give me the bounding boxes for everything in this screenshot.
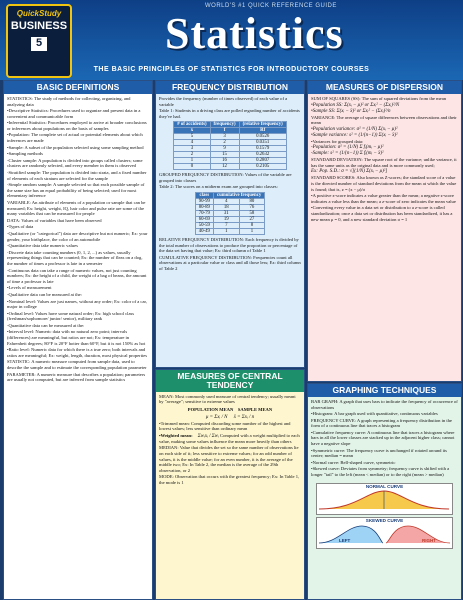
table-cell: 76	[239, 205, 265, 211]
relative-text: RELATIVE FREQUENCY DISTRIBUTION: Each frequency is divided by the total number of observations to produce the proportion or percentage of the data set having that value; Ex: third column of Table 1	[159, 237, 299, 254]
definition-item: DATA: Values of variables that have been observed	[7, 217, 102, 223]
mean-formulas	[159, 415, 301, 420]
table-cell: 70-79	[195, 211, 213, 217]
definition-item: VARIABLE: An attribute of elements of a population or sample that can be measured; Ex: height, weight, IQ, hair color and pulse rate are some of the many variables that can be measured for people	[7, 200, 146, 217]
graphing-heading: GRAPHING TECHNIQUES	[308, 384, 461, 397]
definition-item: •Interval level: Numeric data with no natural zero point; intervals (differences) are meaningful, but ratios are not; Ex: temperature in Fahrenheit degrees; 80°F is 20°F hotter than 60°F, but it is not 150% as hot	[7, 329, 146, 346]
graphing-item: •Histogram: A bar graph used with quantitative, continuous variables	[311, 411, 438, 417]
z-point: •Converting every value in a data set or distribution to a z-score is called standardization; once a data set or distribution has been standardized, it has a new mean μ = 0, and a new standard deviation σ = 1	[311, 205, 453, 222]
definition-item: •Ratio level: Numeric data for which there is a true zero; both intervals and ratios are meaningful; Ex: weight, length, duration, most physical properties	[7, 347, 148, 358]
definition-item: -Quantitative data take numeric values	[7, 243, 78, 249]
table-cell: 9	[210, 146, 239, 152]
table1-header: frequency)	[210, 122, 239, 128]
normal-curve-svg	[317, 489, 452, 511]
definition-item: •Sampling methods	[7, 151, 43, 157]
mean-text: MEAN: Most commonly used measure of central tendency; usually meant by "average"; sensitive to extreme values	[159, 393, 296, 405]
central-tendency-body	[156, 392, 304, 489]
right-label: RIGHT	[422, 537, 436, 543]
weighted-row	[159, 433, 301, 445]
definition-item: •Levels of measurement	[7, 285, 52, 291]
sd-example: Ex: Pop. S.D.: σ = √[(1/N) Σ(xᵢ − μ)²]	[311, 169, 388, 175]
left-label: LEFT	[339, 537, 351, 543]
page-subtitle: THE BASIC PRINCIPLES OF STATISTICS FOR INTRODUCTORY COURSES	[93, 66, 370, 73]
table2-caption: Table 2: The scores on a midterm exam are grouped into classes:	[159, 184, 278, 190]
table-cell: 0.2807	[239, 158, 286, 164]
table-cell: 4	[213, 199, 239, 205]
graphing-item: •Symmetric curve: The frequency curve is unchanged if rotated around its center; median = mean	[311, 447, 447, 459]
table2-header: cumulative frequency	[213, 193, 264, 199]
pop-mean-label: POPULATION MEAN	[187, 407, 234, 413]
table1-header: (relative frequency)	[239, 122, 286, 128]
table-cell: 0.0526	[239, 134, 286, 140]
table-cell: 80	[239, 199, 265, 205]
table-cell: 0	[174, 164, 210, 170]
definition-item: -Discrete data take counting numbers (0, 1, 2, ...) as values, usually representing things that can be counted; Ex: the number of fleas on a dog, the number of times a professor is late in a semester	[7, 249, 143, 266]
accidents-table	[173, 121, 287, 170]
table-row	[195, 229, 264, 235]
table1-subheader: f	[210, 128, 239, 134]
sample-mean-label: SAMPLE MEAN	[237, 407, 273, 413]
definition-item: STATISTIC: A numeric measure computed from sample data, used to describe the sample and to estimate the corresponding population parameter	[7, 359, 147, 371]
z-point: •A positive z-score indicates a value greater than the mean; a negative z-score indicates a value less than the mean; a z-score of zero indicates the mean value	[311, 193, 456, 204]
definition-item: •Sample: A subset of the population selected using some sampling method	[7, 144, 144, 150]
table1-subheader: Rf	[239, 128, 286, 134]
definition-item: -Cluster sample: A population is divided into groups called clusters; some clusters are randomly selected, and every member in them is observed	[7, 157, 143, 169]
header	[0, 0, 463, 80]
pop-ss-formula: •Population SS: Σ(xᵢ − μ)² or Σxᵢ² − (Σxᵢ)²/N	[311, 102, 400, 108]
table-cell: 27	[239, 217, 265, 223]
frequency-distribution-section	[155, 80, 305, 368]
frequency-distribution-heading: FREQUENCY DISTRIBUTION	[156, 81, 304, 94]
definition-item: •Nominal level: Values are just names, without any order; Ex: color of a car, major in college	[7, 298, 148, 310]
table-row	[174, 164, 287, 170]
graphing-body	[308, 397, 461, 481]
scores-table	[195, 192, 265, 235]
graphing-item: •Skewed curve: Deviates from symmetry; frequency curve is shifted with a longer "tail" to the left (mean < median) or to the right (mean > median)	[311, 466, 450, 478]
basic-definitions-body	[4, 94, 152, 386]
definition-item: STATISTICS: The study of methods for collecting, organizing, and analyzing data	[7, 95, 131, 107]
table1-header: # of accidents)	[174, 122, 210, 128]
definition-item: •Ordinal level: Values have some natural order; Ex: high school class (freshman/sophomore/ junior/ senior), military rank	[7, 310, 135, 322]
weighted-text: Computed with a weight multiplied to each value, making some values influence the mean more heavily than others	[159, 432, 300, 444]
basic-definitions-section	[3, 80, 153, 600]
sample-ss-formula: •Sample SS: Σ(xᵢ − x̄)² or Σxᵢ² − (Σxᵢ)²/n	[311, 108, 391, 114]
central-tendency-section	[155, 369, 305, 600]
definition-item: •Inferential Statistics: Procedures employed to arrive at broader conclusions or inferences about populations on the basis of samples	[7, 120, 147, 131]
page-title: Statistics	[165, 9, 344, 58]
table-cell: 12	[210, 164, 239, 170]
table-cell: 50-59	[195, 223, 213, 229]
definition-item: -Qualitative data can be measured at the:	[7, 291, 82, 297]
definition-item: •Population: The complete set of actual or potential elements about which inferences are made	[7, 132, 143, 144]
table-cell: 18	[213, 205, 239, 211]
logo-number: 5	[31, 37, 47, 51]
sd-text: STANDARD DEVIATION: The square root of the variance; unlike variance, it has the same units as the original data and is more commonly used;	[311, 157, 457, 168]
table-cell: 0.1579	[239, 146, 286, 152]
tagline: WORLD'S #1 QUICK REFERENCE GUIDE	[205, 3, 337, 9]
table-cell: 5	[174, 134, 210, 140]
central-tendency-heading: MEASURES OF CENTRAL TENDENCY	[156, 370, 304, 392]
table-cell: 15	[210, 152, 239, 158]
dispersion-body	[308, 94, 461, 225]
table-cell: 19	[213, 217, 239, 223]
sample-variance-formula: •Sample variance: s² = (1/(n−1)) Σ(xᵢ − x̄)²	[311, 132, 398, 138]
graphing-item: •Cumulative frequency curve: A continuous line that traces a histogram where bars in all the lower classes are stacked up in the adjacent higher class; cannot have a negative slope	[311, 429, 455, 447]
basic-definitions-heading: BASIC DEFINITIONS	[4, 81, 152, 94]
table-cell: 8	[239, 223, 265, 229]
cumulative-text: CUMULATIVE FREQUENCY DISTRIBUTION: Frequencies count all observations at a particular value or class and all those less; Ex: third column of Table 2	[159, 254, 301, 272]
table-cell: 2	[174, 152, 210, 158]
table-cell: 58	[239, 211, 265, 217]
table-cell: 0.2105	[239, 164, 286, 170]
table2-header: class	[195, 193, 213, 199]
grouped-sample-formula: -Sample: s² = (1/(n−1)) Σ fᵢ(mᵢ − x̄)²	[311, 151, 384, 157]
definition-item: -Simple random sample: A sample selected so that each possible sample of the same size has an equal probability of being selected; used for most elementary inference	[7, 182, 145, 199]
logo-brand: QuickStudy	[16, 9, 62, 18]
definition-item: •Descriptive Statistics: Procedures used to organize and present data in a convenient and communicable form	[7, 108, 141, 119]
table-cell: 1	[213, 229, 239, 235]
table-cell: 0.0351	[239, 140, 286, 146]
grouped-pop-formula: -Population: σ² = (1/N) Σ fᵢ(mᵢ − μ)²	[311, 145, 384, 151]
table-cell: 31	[213, 211, 239, 217]
table-cell: 0.2632	[239, 152, 286, 158]
graphing-item: BAR GRAPH: A graph that uses bars to indicate the frequency of occurrence of observations	[311, 398, 458, 410]
definition-item: •Types of data	[7, 224, 34, 230]
variance-text: VARIANCE: The average of square differences between observations and their mean	[311, 114, 457, 126]
table-cell: 16	[210, 158, 239, 164]
freq-intro: Provides the frequency (number of times observed) of each value of a variable	[159, 95, 288, 107]
table-cell: 2	[210, 140, 239, 146]
right-skew-curve	[386, 526, 450, 543]
grouped-text: GROUPED FREQUENCY DISTRIBUTION: Values of the variable are grouped into classes	[159, 172, 292, 183]
table-cell: 60-69	[195, 217, 213, 223]
table-cell: 90-99	[195, 199, 213, 205]
graphing-item: •Normal curve: Bell-shaped curve, symmetric	[311, 459, 396, 465]
sample-mean-formula: x̄ = Σxᵢ / n	[233, 414, 255, 420]
dispersion-section	[307, 80, 462, 382]
table-cell: 3	[210, 134, 239, 140]
table-cell: 1	[174, 158, 210, 164]
ss-text: SUM OF SQUARES (SS): The sum of squared deviations from the mean	[311, 95, 447, 101]
definition-item: -Stratified sample: The population is divided into strata, and a fixed number of elements of each stratum are selected for the sample	[7, 170, 147, 181]
pop-variance-formula: •Population variance: σ² = (1/N) Σ(xᵢ − μ)²	[311, 126, 398, 132]
mean-labels	[159, 407, 301, 413]
table-cell: 40-49	[195, 229, 213, 235]
graphing-section	[307, 383, 462, 600]
table1-subheader: x	[174, 128, 210, 134]
frequency-distribution-body	[156, 94, 304, 275]
definition-item: -Continuous data can take a range of numeric values, not just counting numbers; Ex: the height of a child, the weight of a bag of beans, the amount of time a professor is late	[7, 267, 147, 284]
table-cell: 3	[174, 146, 210, 152]
table-cell: 4	[174, 140, 210, 146]
weighted-formula: Σwᵢxᵢ / Σwᵢ	[197, 433, 219, 439]
definition-item: PARAMETER: A numeric measure that describes a population; parameters are usually not computed, but are inferred from sample statistics	[7, 371, 146, 383]
z-text: STANDARD SCORES: Also known as Z-scores; the standard score of a value is the directed number of standard deviations from the mean at which the value is found; that is, z = (x − μ)/σ	[311, 175, 457, 192]
table-cell: 80-89	[195, 205, 213, 211]
grouped-variance-label: •Variances for grouped data:	[311, 138, 364, 144]
skewed-curve-svg	[317, 523, 452, 545]
graphing-item: FREQUENCY CURVE: A graph representing a frequency distribution in the form of a continuous line that traces a histogram	[311, 417, 452, 429]
table-cell: 7	[213, 223, 239, 229]
pop-mean-formula: μ = Σxᵢ / N	[205, 414, 228, 420]
logo-series: BUSINESS	[10, 20, 68, 32]
trimmed-text: •Trimmed mean: Computed discarding some number of the highest and lowest values; less sensitive than ordinary mean	[159, 420, 291, 432]
table1-caption: Table 1: Students in a driving class are polled regarding number of accidents they've had.	[159, 108, 300, 119]
median-text: MEDIAN: Value that divides the set so the same number of observations lie on each side of it; less sensitive to extreme values; for an odd number of values, it is the middle value; for an even number, it is the average of the middle two; Ex: In Table 2, the median is the average of the 29th observation, or 2	[159, 445, 299, 473]
definition-item: -Qualitative (or "categorical") data are descriptive but not numeric; Ex: your gender, your birthplace, the color of an automobile	[7, 230, 148, 242]
definition-item: -Quantitative data can be measured at the:	[7, 322, 85, 328]
normal-curve-figure	[316, 483, 453, 515]
skewed-curve-title: SKEWED CURVE	[365, 517, 404, 523]
dispersion-heading: MEASURES OF DISPERSION	[308, 81, 461, 94]
table-cell: 1	[239, 229, 265, 235]
skewed-curve-figure	[316, 517, 453, 549]
mode-text: MODE: Observation that occurs with the greatest frequency; Ex: In Table 1, the mode is 1	[159, 474, 300, 485]
left-skew-curve	[319, 526, 383, 543]
weighted-label: •Weighted mean:	[159, 432, 193, 438]
normal-curve-title: NORMAL CURVE	[365, 483, 404, 489]
